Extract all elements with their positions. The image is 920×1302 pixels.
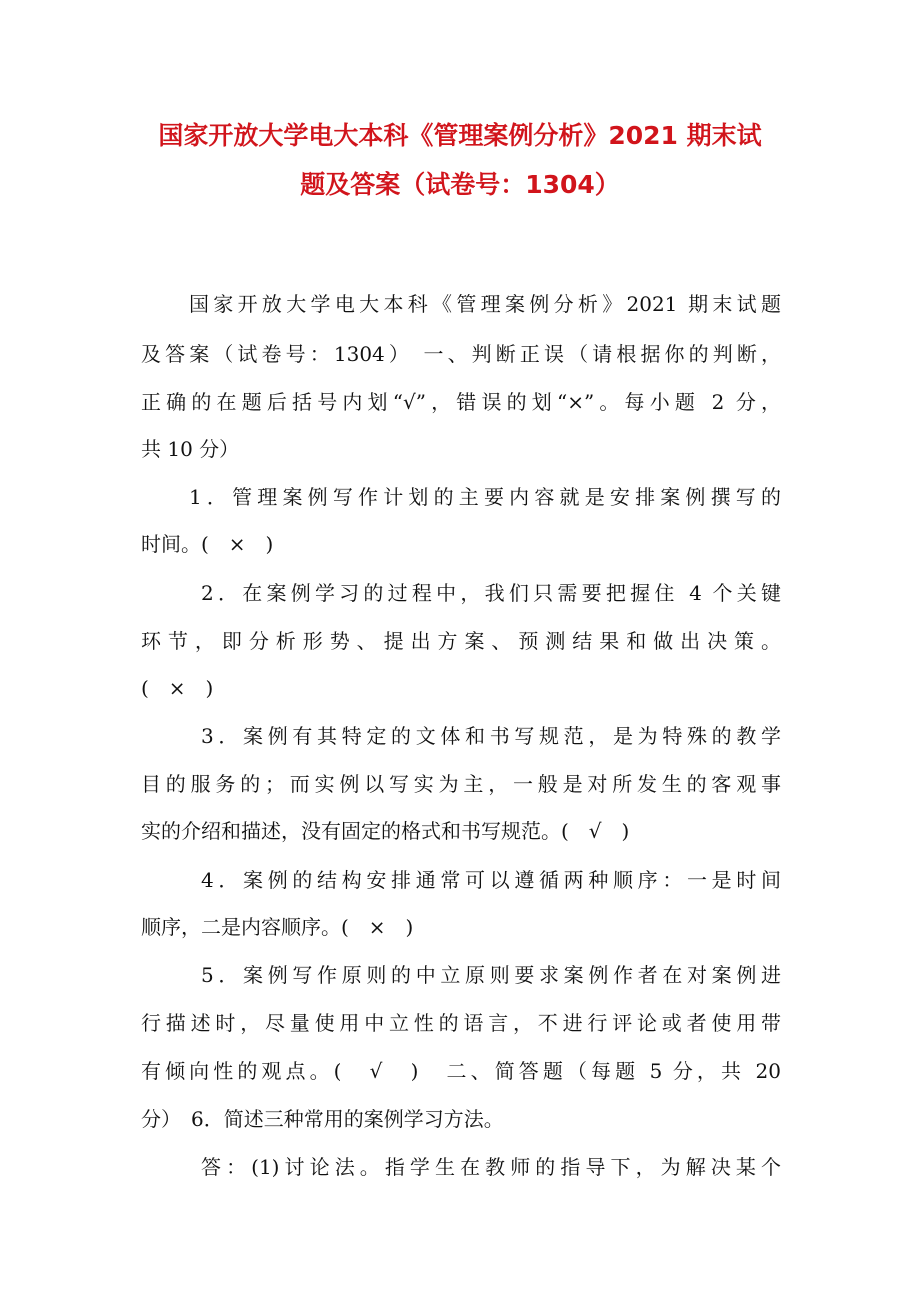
body-line: 实的介绍和描述，没有固定的格式和书写规范。( √ )	[141, 819, 630, 843]
question-3: 3．案例有其特定的文体和书写规范，是为特殊的教学	[201, 724, 781, 748]
question-4: 4．案例的结构安排通常可以遵循两种顺序：一是时间	[201, 868, 781, 892]
question-5: 5．案例写作原则的中立原则要求案例作者在对案例进	[201, 963, 781, 987]
body-line: 时间。( × )	[141, 532, 274, 556]
body-line: 共 10 分）	[141, 437, 240, 461]
body-line: 目的服务的；而实例以写实为主，一般是对所发生的客观事	[141, 772, 781, 796]
body-line: ( × )	[141, 676, 214, 700]
question-6: 分） 6．简述三种常用的案例学习方法。	[141, 1107, 504, 1131]
question-2: 2．在案例学习的过程中，我们只需要把握住 4 个关键	[201, 581, 781, 605]
answer-6: 答：(1)讨论法。指学生在教师的指导下，为解决某个	[201, 1155, 781, 1179]
document-title-line-1: 国家开放大学电大本科《管理案例分析》2021 期末试	[158, 121, 762, 150]
body-line: 有倾向性的观点。( √ ) 二、简答题（每题 5 分，共 20	[141, 1059, 781, 1083]
body-line: 环节，即分析形势、提出方案、预测结果和做出决策。	[141, 629, 781, 653]
body-line: 及答案（试卷号：1304） 一、判断正误（请根据你的判断，	[141, 342, 781, 366]
body-line: 国家开放大学电大本科《管理案例分析》2021 期末试题	[189, 292, 781, 316]
body-line: 行描述时，尽量使用中立性的语言，不进行评论或者使用带	[141, 1011, 781, 1035]
question-1: 1．管理案例写作计划的主要内容就是安排案例撰写的	[189, 485, 781, 509]
document-title-line-2: 题及答案（试卷号：1304）	[300, 170, 620, 199]
body-line: 顺序，二是内容顺序。( × )	[141, 915, 414, 939]
body-line: 正确的在题后括号内划“√”，错误的划“×”。每小题 2 分，	[141, 390, 781, 414]
